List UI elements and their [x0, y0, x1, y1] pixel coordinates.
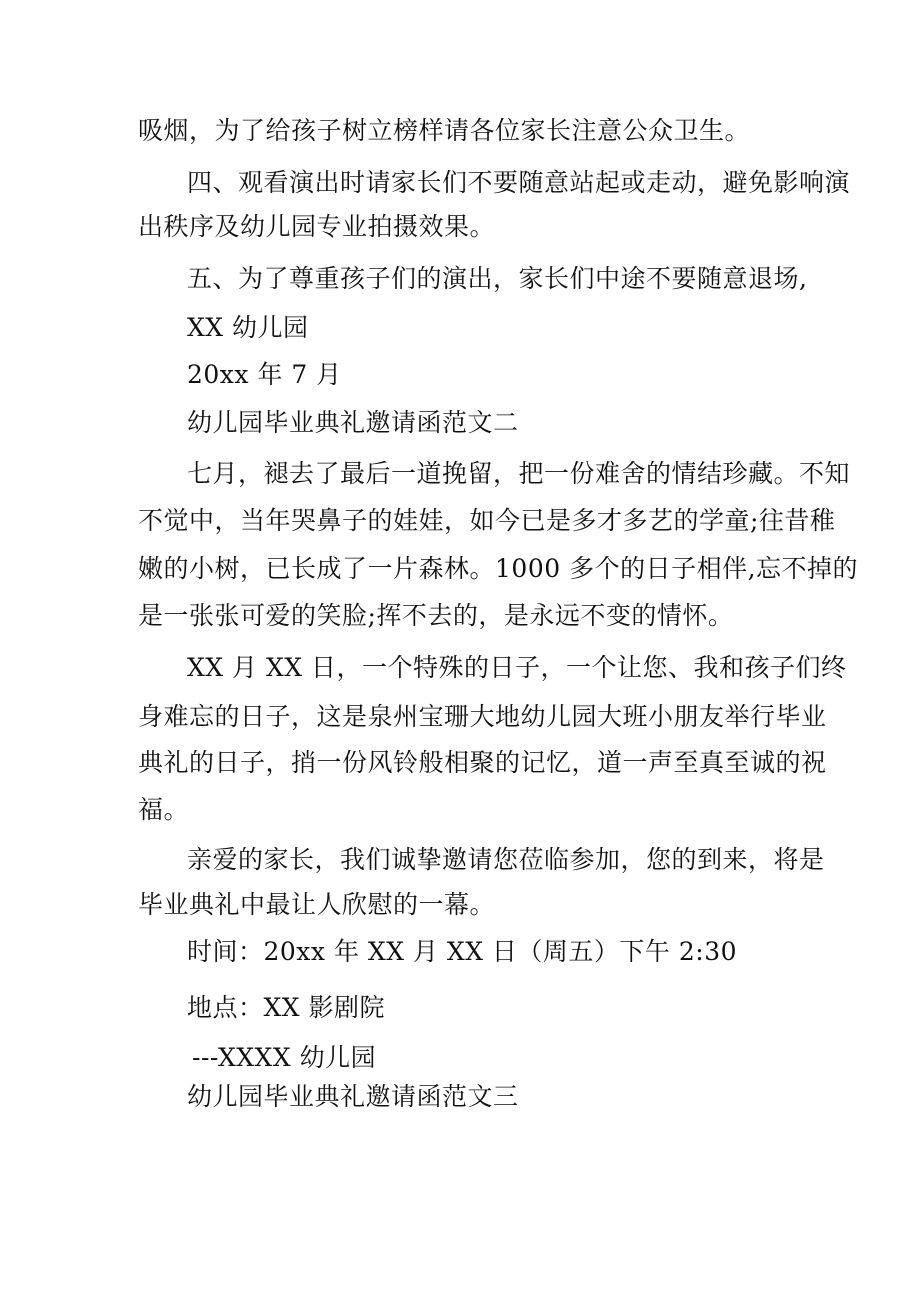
paragraph-line: 毕业典礼中最让人欣慰的一幕。: [138, 890, 496, 919]
paragraph-line: 吸烟，为了给孩子树立榜样请各位家长注意公众卫生。: [138, 116, 751, 145]
paragraph-line: 亲爱的家长，我们诚挚邀请您莅临参加，您的到来，将是: [187, 845, 825, 874]
section-heading: 幼儿园毕业典礼邀请函范文二: [187, 408, 519, 437]
paragraph-line: 出秩序及幼儿园专业拍摄效果。: [138, 212, 496, 241]
paragraph-line: 不觉中，当年哭鼻子的娃娃，如今已是多才多艺的学童;往昔稚: [138, 506, 836, 535]
paragraph-line: 五、为了尊重孩子们的演出，家长们中途不要随意退场,: [187, 264, 808, 293]
section-heading: 幼儿园毕业典礼邀请函范文三: [187, 1082, 519, 1111]
paragraph-line: 身难忘的日子，这是泉州宝珊大地幼儿园大班小朋友举行毕业: [138, 702, 827, 731]
signature-date: 20xx 年 7 月: [187, 360, 342, 389]
event-time: 时间：20xx 年 XX 月 XX 日（周五）下午 2:30: [187, 937, 738, 966]
paragraph-line: 七月，褪去了最后一道挽留，把一份难舍的情结珍藏。不知: [187, 459, 851, 488]
paragraph-line: XX 月 XX 日，一个特殊的日子，一个让您、我和孩子们终: [187, 653, 847, 682]
paragraph-line: 是一张张可爱的笑脸;挥不去的，是永远不变的情怀。: [138, 601, 734, 630]
paragraph-line: 福。: [138, 795, 190, 824]
paragraph-line: 四、观看演出时请家长们不要随意站起或走动，避免影响演: [187, 168, 851, 197]
sender-signature: ---XXXX 幼儿园: [192, 1043, 377, 1072]
paragraph-line: 嫩的小树，已长成了一片森林。1000 多个的日子相伴,忘不掉的: [138, 554, 859, 583]
signature-org: XX 幼儿园: [187, 313, 309, 342]
paragraph-line: 典礼的日子，捎一份风铃般相聚的记忆，道一声至真至诚的祝: [138, 748, 827, 777]
event-location: 地点：XX 影剧院: [187, 993, 386, 1022]
